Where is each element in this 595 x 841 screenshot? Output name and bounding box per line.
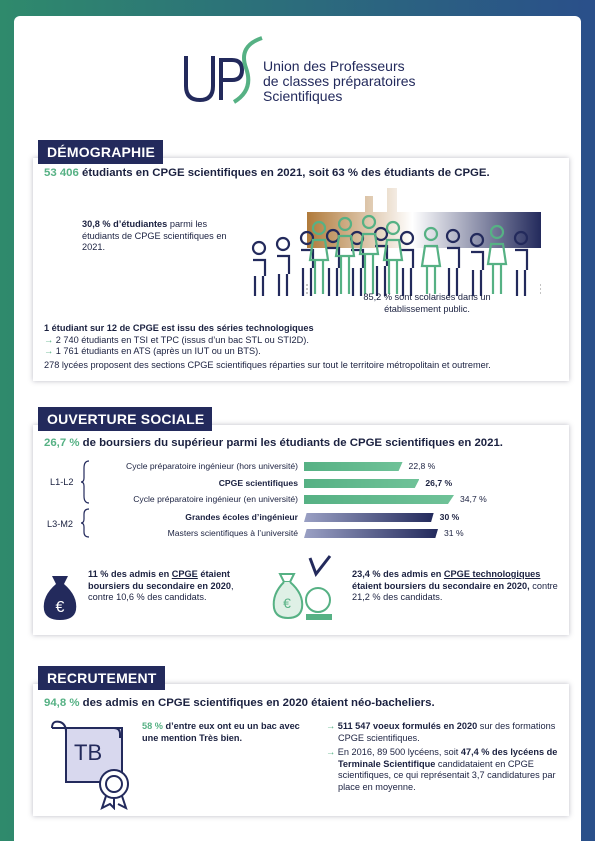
women-stat bbox=[82, 219, 232, 254]
card2-bold-a: 23,4 % des admis en bbox=[352, 569, 444, 579]
techno-block bbox=[44, 323, 564, 371]
techno-headline: 1 étudiant sur 12 de CPGE est issu des séries technologiques bbox=[44, 323, 314, 333]
arrow-right-icon: → bbox=[326, 721, 338, 731]
brace-l3m2-icon bbox=[80, 508, 90, 543]
item2-bold: 47,4 % des lycéens de Terminale Scientifique bbox=[338, 747, 558, 769]
item1-rest: sur des formations CPGE scientifiques. bbox=[338, 721, 556, 743]
card2-link: CPGE technologiques bbox=[443, 569, 541, 579]
ups-logo-icon bbox=[180, 34, 265, 104]
bar-value-label: 34,7 % bbox=[460, 494, 487, 504]
arrow-right-icon: → bbox=[326, 747, 338, 757]
bar-value-label: 22,8 % bbox=[408, 461, 436, 471]
lycees-stat: 278 lycées proposent des sections CPGE scientifiques réparties sur tout le territoire métropolitain et outremer. bbox=[44, 359, 491, 370]
group-label-l3m2: L3-M2 bbox=[47, 519, 74, 529]
card1-bold-b: étaient boursiers du secondaire en 2020 bbox=[88, 569, 231, 591]
bar-value-label: 31 % bbox=[444, 528, 464, 538]
org-line-3: Scientifiques bbox=[263, 88, 343, 104]
demographie-headline-number: 53 406 bbox=[44, 167, 79, 179]
ups-logo bbox=[180, 34, 265, 104]
bar-value-label: 26,7 % bbox=[425, 478, 453, 488]
item2-a: En 2016, 89 500 lycéens, soit bbox=[337, 747, 461, 757]
recrutement-headline-text: des admis en CPGE scientifiques en 2020 étaient néo-bacheliers. bbox=[79, 697, 435, 709]
mention-stat-number: 58 % bbox=[142, 721, 163, 731]
women-stat-text: parmi les étudiants de CPGE scientifiques en 2021. bbox=[82, 219, 227, 252]
org-line-2: de classes préparatoires bbox=[263, 73, 416, 89]
svg-text:€: € bbox=[283, 595, 291, 611]
recrutement-item-2 bbox=[326, 747, 558, 793]
arrow-right-icon: → bbox=[44, 346, 56, 356]
students-group-icon bbox=[245, 188, 541, 308]
card1-bold-a: 11 % des admis en bbox=[88, 569, 172, 579]
money-bag-icon bbox=[40, 566, 80, 627]
ouverture-headline bbox=[44, 437, 503, 449]
card2-rest: contre 21,2 % des candidats. bbox=[352, 580, 558, 602]
demographie-headline bbox=[44, 167, 490, 179]
card2-bold-b: étaient boursiers du secondaire en 2020, bbox=[352, 580, 530, 591]
diploma-mention: TB bbox=[74, 740, 103, 765]
bar-label: Cycle préparatoire ingénieur (en université) bbox=[133, 494, 298, 504]
item1-bold: 511 547 voeux formulés en 2020 bbox=[337, 721, 478, 731]
mention-stat-text: d’entre eux ont eu un bac avec une mention Très bien. bbox=[142, 721, 300, 743]
item2-rest: candidataient en CPGE scientifiques, ce qui représentait 3,7 candidatures par place en moyenne. bbox=[338, 758, 556, 792]
recrutement-headline bbox=[44, 697, 435, 709]
org-name bbox=[263, 59, 416, 104]
bar-value-label: 30 % bbox=[439, 512, 460, 522]
mention-stat bbox=[142, 721, 302, 744]
svg-text:€: € bbox=[55, 599, 65, 616]
women-stat-bold: 30,8 % d’étudiantes bbox=[82, 219, 168, 229]
recrutement-headline-number: 94,8 % bbox=[44, 697, 80, 709]
card-boursiers-techno bbox=[352, 569, 562, 604]
bar-label: CPGE scientifiques bbox=[218, 478, 298, 488]
bar-label: Cycle préparatoire ingénieur (hors université) bbox=[126, 461, 298, 471]
arrow-right-icon: → bbox=[44, 334, 56, 345]
ouverture-title: OUVERTURE SOCIALE bbox=[38, 407, 212, 431]
recrutement-list bbox=[326, 721, 558, 793]
demographie-title: DÉMOGRAPHIE bbox=[38, 140, 163, 164]
demographie-headline-text: étudiants en CPGE scientifiques en 2021, soit 63 % des étudiants de CPGE. bbox=[78, 167, 490, 179]
card-boursiers-cpge bbox=[88, 569, 238, 604]
card1-link: CPGE bbox=[171, 569, 198, 579]
recrutement-item-1 bbox=[326, 721, 558, 744]
techno-item-2 bbox=[44, 346, 564, 358]
techno-item-1 bbox=[44, 335, 564, 347]
ouverture-headline-number: 26,7 % bbox=[44, 437, 80, 449]
org-line-1: Union des Professeurs bbox=[263, 58, 405, 74]
bar-label: Grandes écoles d’ingénieur bbox=[185, 512, 298, 522]
recrutement-title: RECRUTEMENT bbox=[38, 666, 165, 690]
techno-item-2-text: 1 761 étudiants en ATS (après un IUT ou un BTS). bbox=[55, 346, 261, 356]
money-coins-check-icon bbox=[270, 554, 344, 631]
bar-label: Masters scientifiques à l’université bbox=[167, 528, 298, 538]
group-label-l1l2: L1-L2 bbox=[50, 477, 74, 487]
public-stat: 85,2 % sont scolarisés dans un établissement public. bbox=[363, 292, 491, 314]
diploma-icon bbox=[48, 718, 136, 810]
ouverture-headline-text: de boursiers du supérieur parmi les étudiants de CPGE scientifiques en 2021. bbox=[79, 437, 503, 449]
card1-rest: , contre 10,6 % des candidats. bbox=[88, 580, 234, 602]
brace-l1l2-icon bbox=[80, 460, 90, 509]
techno-item-1-text: 2 740 étudiants en TSI et TPC (issus d’un bac STL ou STI2D). bbox=[55, 334, 309, 345]
students-illustration bbox=[245, 188, 541, 308]
